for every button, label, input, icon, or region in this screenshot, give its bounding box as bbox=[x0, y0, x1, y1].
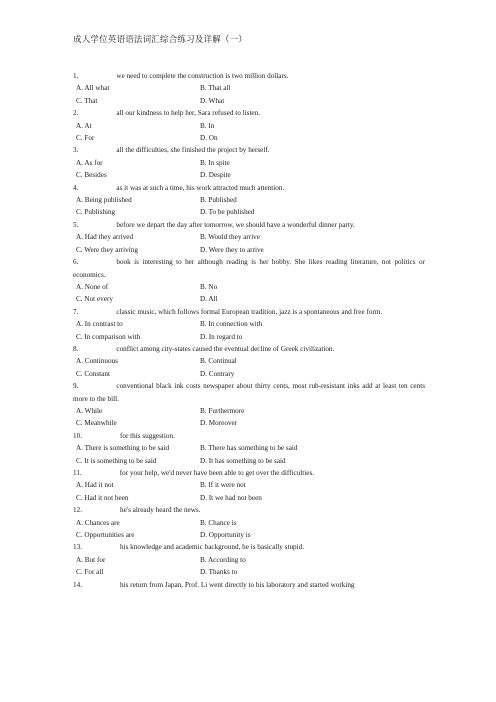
option-a: A. Had they arrived bbox=[76, 233, 134, 242]
question-number: 7. bbox=[73, 307, 79, 316]
option-b: B. There has something to be said bbox=[200, 444, 298, 453]
options-row bbox=[73, 529, 425, 541]
option-b: B. In bbox=[200, 121, 215, 130]
options-row bbox=[73, 281, 425, 293]
options-row bbox=[73, 405, 425, 417]
option-a: A. In contrast to bbox=[76, 320, 123, 329]
options-row bbox=[73, 206, 425, 218]
option-d: D. Moreover bbox=[200, 419, 238, 428]
question-number: 14. bbox=[73, 580, 82, 589]
option-d: D. In regard to bbox=[200, 332, 243, 341]
option-c: C. Not every bbox=[76, 295, 113, 304]
question-number: 12. bbox=[73, 506, 82, 515]
option-d: D. Thanks to bbox=[200, 568, 238, 577]
question-stem bbox=[73, 107, 425, 119]
question-stem bbox=[73, 579, 425, 591]
question-stem bbox=[73, 504, 425, 516]
option-b: B. That all bbox=[200, 84, 231, 93]
options-row bbox=[73, 417, 425, 429]
question-stem bbox=[73, 380, 425, 405]
option-d: D. It has something to be said bbox=[200, 456, 286, 465]
question-number: 5. bbox=[73, 220, 79, 229]
option-b: B. Published bbox=[200, 196, 237, 205]
option-d: D. Opportunity is bbox=[200, 531, 251, 540]
question-stem bbox=[73, 144, 425, 156]
question-text: his knowledge and academic background, he is basically stupid. bbox=[119, 543, 305, 552]
option-c: C. It is something to be said bbox=[76, 456, 157, 465]
option-d: D. Were they to arrive bbox=[200, 245, 264, 254]
question-stem bbox=[73, 70, 425, 82]
option-b: B. If it were not bbox=[200, 481, 246, 490]
option-c: C. That bbox=[76, 96, 98, 105]
question-number: 11. bbox=[73, 469, 82, 477]
options-row bbox=[73, 120, 425, 132]
options-row bbox=[73, 442, 425, 454]
question-number: 9. bbox=[73, 382, 79, 391]
options-row bbox=[73, 331, 425, 343]
option-a: A. Continuous bbox=[76, 357, 118, 366]
options-row bbox=[73, 231, 425, 243]
option-a: A. All what bbox=[76, 84, 110, 93]
options-row bbox=[73, 318, 425, 330]
option-b: B. Continual bbox=[200, 357, 237, 366]
option-c: C. Meanwhile bbox=[76, 419, 117, 428]
option-d: D. On bbox=[200, 134, 218, 143]
option-d: D. It we had not been bbox=[200, 493, 262, 502]
options-row bbox=[73, 95, 425, 107]
options-row bbox=[73, 455, 425, 467]
question-text: as it was at such a time, his work attracted much attention. bbox=[116, 183, 285, 192]
question-stem bbox=[73, 467, 425, 479]
question-text: book is interesting to her although reading is her hobby. She likes reading literature, not politics or economics. bbox=[73, 258, 425, 279]
question-text: for your help, we'd never have been able to get over the difficulties. bbox=[119, 469, 315, 477]
option-c: C. Besides bbox=[76, 171, 107, 180]
option-a: A. None of bbox=[76, 282, 109, 291]
option-a: A. Had it not bbox=[76, 481, 114, 490]
question-stem bbox=[73, 306, 425, 318]
question-text: classic music, which follows formal European tradition, jazz is a spontaneous and free form. bbox=[116, 307, 383, 316]
question-text: before we depart the day after tomorrow, we should have a wonderful dinner party. bbox=[116, 220, 355, 229]
option-c: C. For bbox=[76, 134, 95, 143]
options-row bbox=[73, 82, 425, 94]
options-row bbox=[73, 355, 425, 367]
question-text: conventional black ink costs newspaper about thirty cents, most rub-resistant inks add at least ten cents more to the bill. bbox=[73, 382, 425, 403]
option-b: B. According to bbox=[200, 555, 246, 564]
option-d: D. What bbox=[200, 96, 225, 105]
question-number: 8. bbox=[73, 344, 79, 353]
option-a: A. There is something to be said bbox=[76, 444, 170, 453]
options-row bbox=[73, 368, 425, 380]
option-b: B. No bbox=[200, 282, 218, 291]
question-list bbox=[73, 70, 425, 591]
options-row bbox=[73, 169, 425, 181]
question-number: 1. bbox=[73, 72, 79, 80]
question-text: for this suggestion. bbox=[119, 431, 175, 440]
option-c: C. Were they arriving bbox=[76, 245, 138, 254]
options-row bbox=[73, 517, 425, 529]
question-text: his return from Japan, Prof. Li went directly to his laboratory and started working bbox=[119, 580, 355, 589]
question-number: 13. bbox=[73, 543, 82, 552]
question-number: 4. bbox=[73, 183, 79, 192]
question-text: he's already heard the news. bbox=[119, 506, 201, 515]
option-d: D. Contrary bbox=[200, 369, 235, 378]
question-stem bbox=[73, 430, 425, 442]
option-a: A. At bbox=[76, 121, 92, 130]
option-b: B. Chance is bbox=[200, 518, 237, 527]
option-b: B. Would they arrive bbox=[200, 233, 260, 242]
options-row bbox=[73, 479, 425, 491]
option-b: B. Furthermore bbox=[200, 406, 245, 415]
options-row bbox=[73, 293, 425, 305]
options-row bbox=[73, 132, 425, 144]
question-stem bbox=[73, 219, 425, 231]
option-c: C. Had it not been bbox=[76, 493, 129, 502]
option-a: A. Chances are bbox=[76, 518, 120, 527]
options-row bbox=[73, 244, 425, 256]
option-d: D. All bbox=[200, 295, 218, 304]
question-number: 3. bbox=[73, 146, 79, 155]
question-text: all our kindness to help her, Sara refused to listen. bbox=[116, 109, 261, 118]
question-text: all the difficulties, she finished the project by herself. bbox=[116, 146, 270, 155]
options-row bbox=[73, 492, 425, 504]
option-d: D. Despite bbox=[200, 171, 231, 180]
option-c: C. In comparison with bbox=[76, 332, 141, 341]
question-text: conflict among city-states caused the eventual decline of Greek civilization. bbox=[116, 344, 335, 353]
option-a: A. Being published bbox=[76, 196, 132, 205]
option-a: A. But for bbox=[76, 555, 106, 564]
option-b: B. In connection with bbox=[200, 320, 263, 329]
question-text: we need to complete the construction is two million dollars. bbox=[116, 72, 289, 80]
option-d: D. To be published bbox=[200, 208, 255, 217]
options-row bbox=[73, 194, 425, 206]
document-title: 成人学位英语语法词汇综合练习及详解（一） bbox=[73, 34, 248, 44]
question-stem bbox=[73, 256, 425, 281]
question-stem bbox=[73, 182, 425, 194]
option-b: B. In spite bbox=[200, 158, 230, 167]
question-number: 10. bbox=[73, 431, 82, 440]
question-number: 2. bbox=[73, 109, 79, 118]
option-c: C. For all bbox=[76, 568, 104, 577]
question-stem bbox=[73, 541, 425, 553]
option-c: C. Opportunities are bbox=[76, 531, 135, 540]
option-a: A. As for bbox=[76, 158, 103, 167]
option-a: A. While bbox=[76, 406, 103, 415]
option-c: C. Publishing bbox=[76, 208, 116, 217]
question-stem bbox=[73, 343, 425, 355]
options-row bbox=[73, 566, 425, 578]
options-row bbox=[73, 554, 425, 566]
options-row bbox=[73, 157, 425, 169]
question-number: 6. bbox=[73, 258, 79, 267]
option-c: C. Constant bbox=[76, 369, 110, 378]
